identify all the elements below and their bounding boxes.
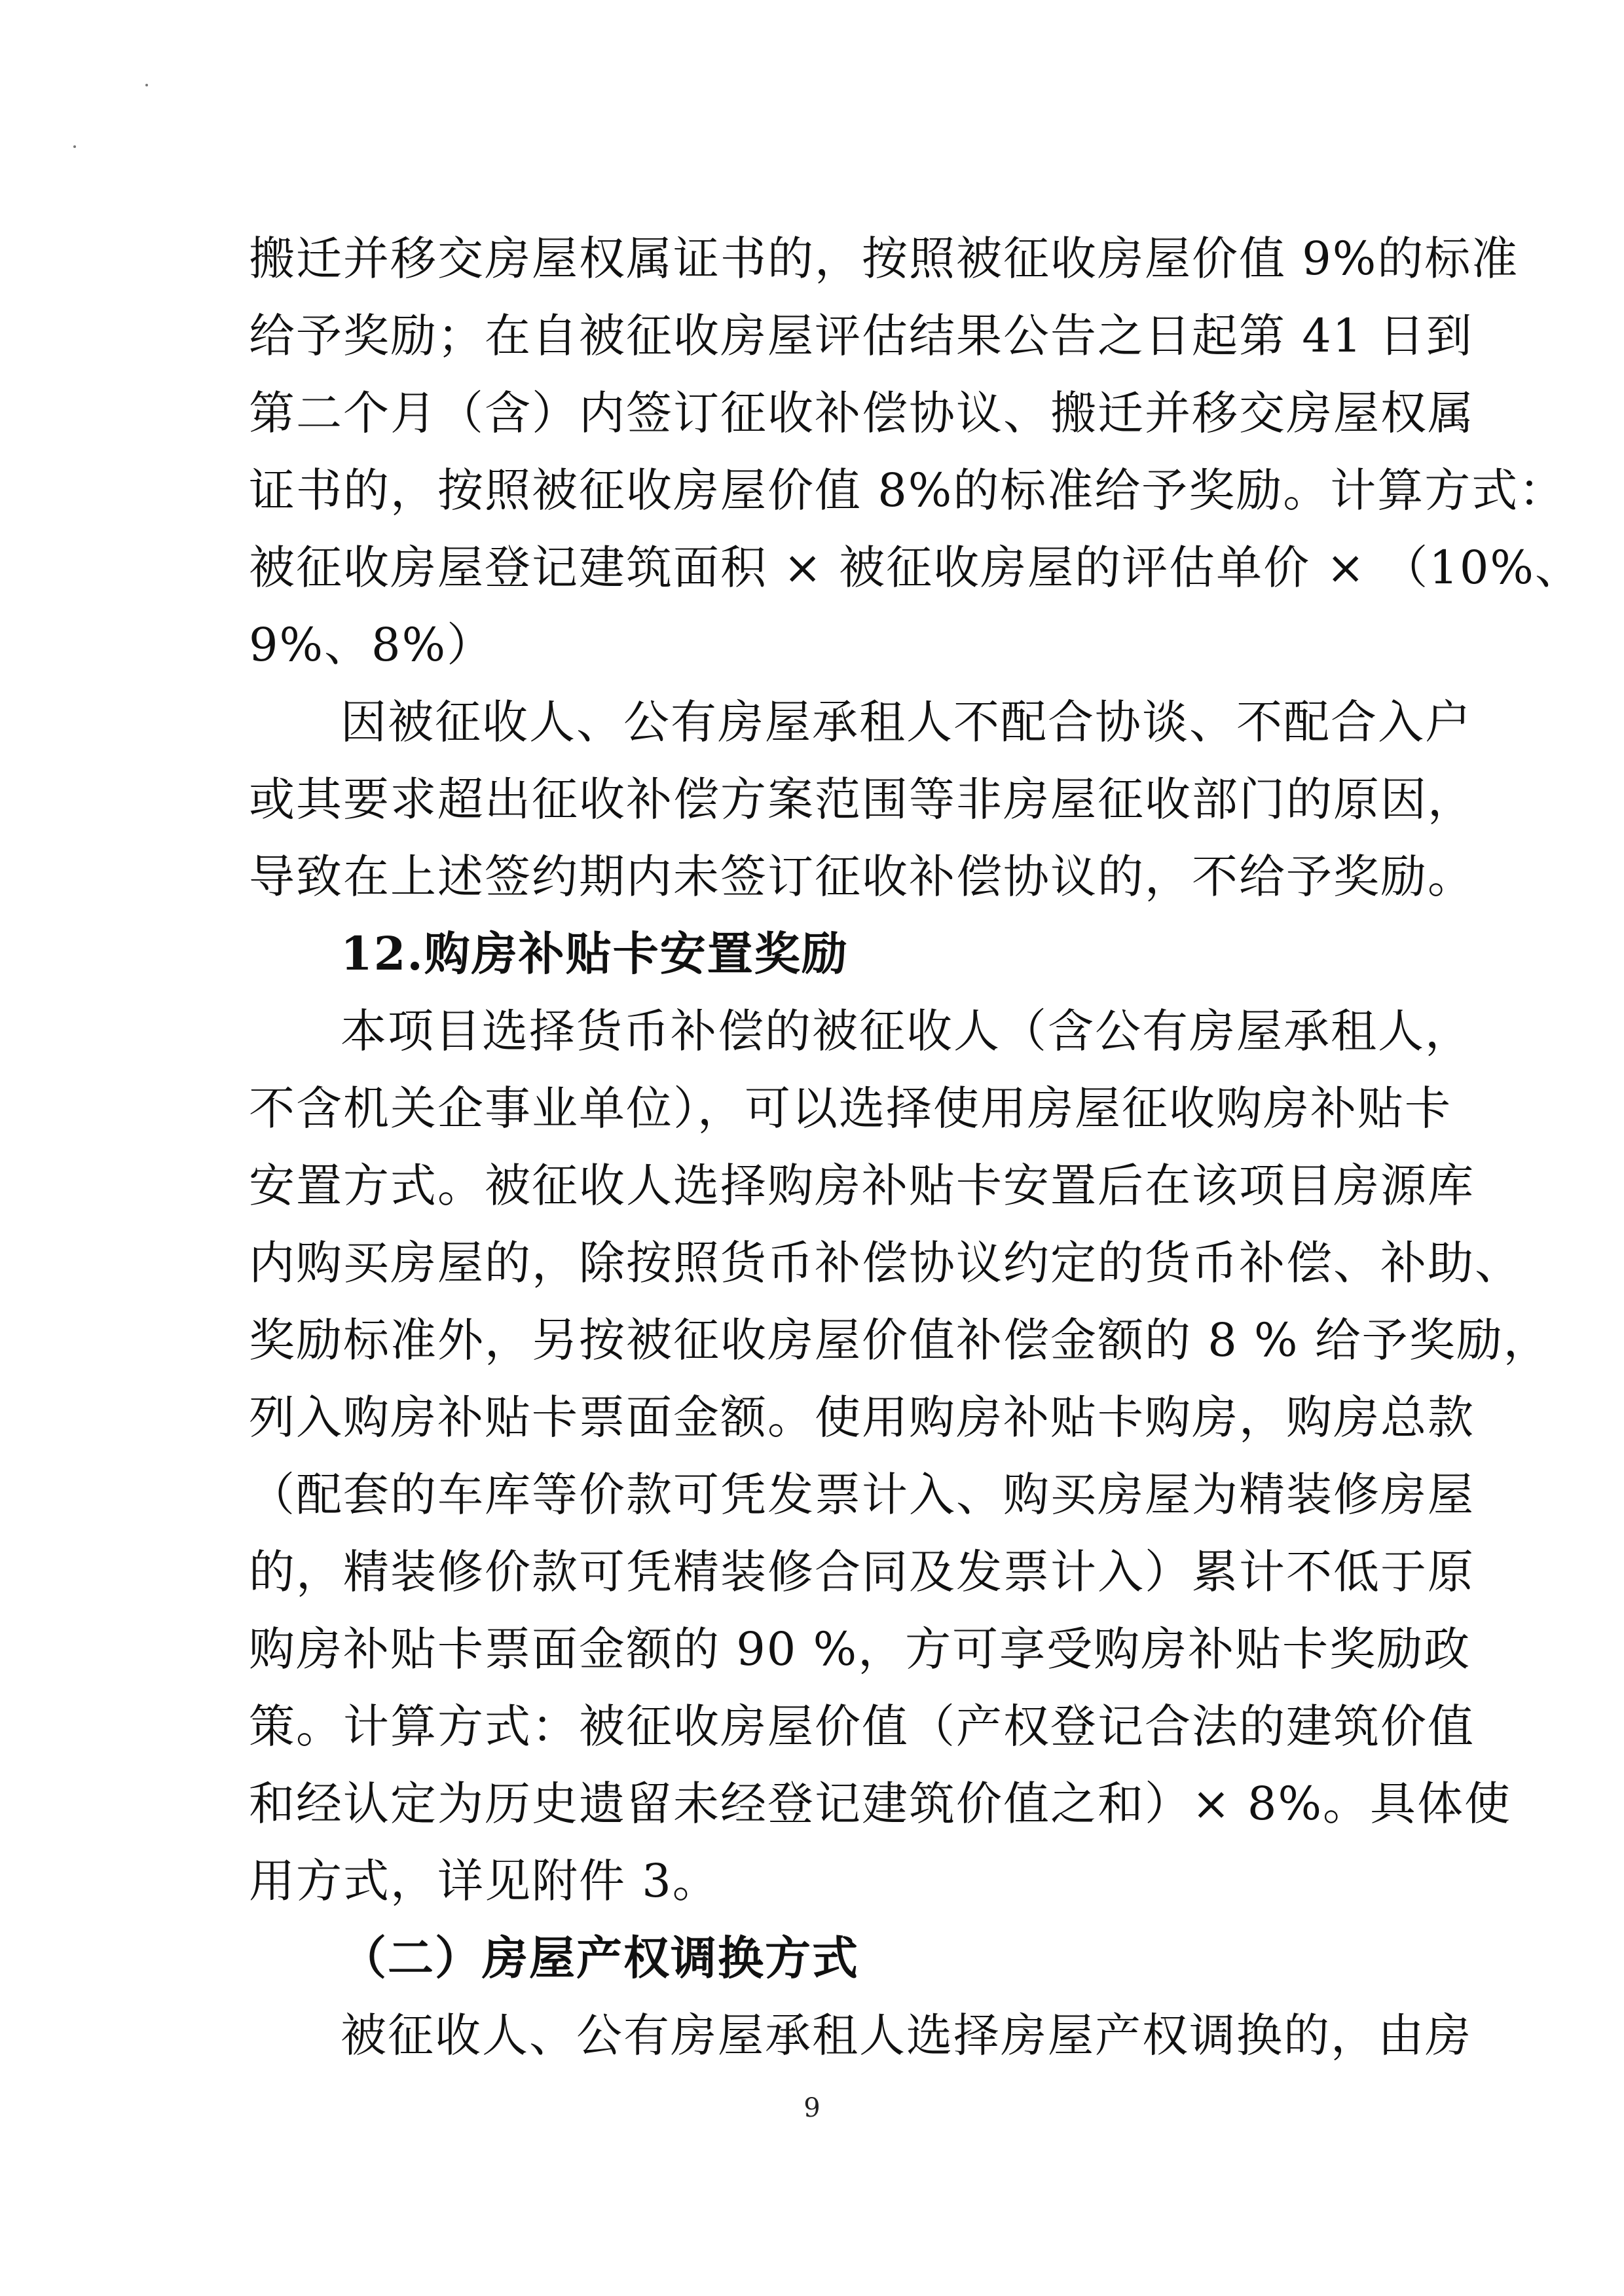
paragraph-line: 用方式，详见附件 3。 [249, 1854, 720, 1908]
paragraph-line: 因被征收人、公有房屋承租人不配合协谈、不配合入户 [341, 695, 1472, 749]
paragraph-line: 和经认定为历史遗留未经登记建筑价值之和）× 8%。具体使 [249, 1777, 1511, 1831]
paragraph-line: 不含机关企事业单位），可以选择使用房屋征收购房补贴卡 [249, 1082, 1452, 1135]
paragraph-line: 购房补贴卡票面金额的 90 %，方可享受购房补贴卡奖励政 [249, 1622, 1471, 1676]
paragraph-line: 或其要求超出征收补偿方案范围等非房屋征收部门的原因， [249, 773, 1475, 826]
paragraph-line: 奖励标准外，另按被征收房屋价值补偿金额的 8 % 给予奖励， [249, 1313, 1551, 1367]
paragraph-line: 内购买房屋的，除按照货币补偿协议约定的货币补偿、补助、 [249, 1236, 1522, 1290]
paragraph-line: 证书的，按照被征收房屋价值 8%的标准给予奖励。计算方式： [249, 464, 1566, 517]
page-number: 9 [803, 2093, 821, 2123]
paragraph-line: 给予奖励；在自被征收房屋评估结果公告之日起第 41 日到 [249, 309, 1473, 363]
paragraph-line: 的，精装修价款可凭精装修合同及发票计入）累计不低于原 [249, 1545, 1475, 1599]
paragraph-line: 被征收房屋登记建筑面积 × 被征收房屋的评估单价 × （10%、 [249, 541, 1582, 594]
paragraph-line: 安置方式。被征收人选择购房补贴卡安置后在该项目房源库 [249, 1159, 1475, 1212]
scan-speck [145, 84, 148, 86]
paragraph-line: 列入购房补贴卡票面金额。使用购房补贴卡购房，购房总款 [249, 1391, 1475, 1444]
paragraph-line: 策。计算方式：被征收房屋价值（产权登记合法的建筑价值 [249, 1700, 1475, 1753]
paragraph-line: 导致在上述签约期内未签订征收补偿协议的，不给予奖励。 [249, 850, 1475, 903]
body-text [249, 220, 1582, 2074]
paragraph-line: 第二个月（含）内签订征收补偿协议、搬迁并移交房屋权属 [249, 386, 1475, 440]
paragraph-line: 搬迁并移交房屋权属证书的，按照被征收房屋价值 9%的标准 [249, 232, 1519, 285]
scan-speck [73, 145, 76, 148]
section-heading: 12.购房补贴卡安置奖励 [341, 926, 849, 981]
paragraph-line: 本项目选择货币补偿的被征收人（含公有房屋承租人， [341, 1004, 1472, 1058]
paragraph-line: 9%、8%） [249, 618, 494, 672]
paragraph-line: 被征收人、公有房屋承租人选择房屋产权调换的，由房 [341, 2009, 1472, 2062]
section-heading: （二）房屋产权调换方式 [341, 1931, 859, 1985]
paragraph-line: （配套的车库等价款可凭发票计入、购买房屋为精装修房屋 [249, 1468, 1475, 1522]
